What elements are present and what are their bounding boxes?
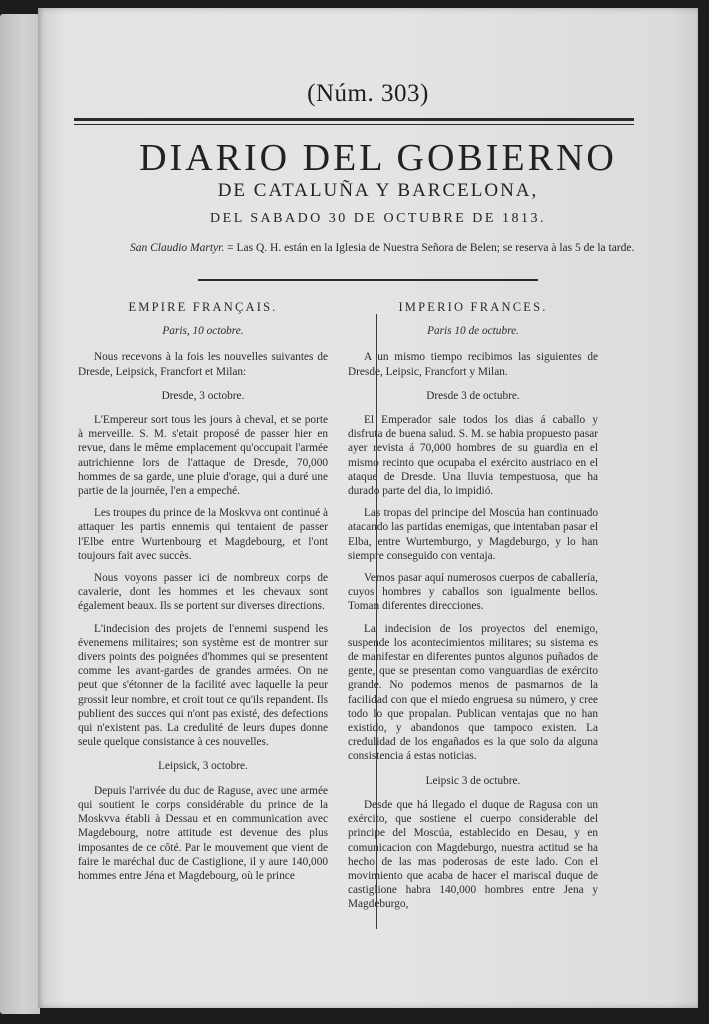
section-rule bbox=[198, 279, 538, 281]
issue-date: DEL SABADO 30 DE OCTUBRE DE 1813. bbox=[210, 211, 546, 226]
saint-notice-text: = Las Q. H. están en la Iglesia de Nuestra Señora de Belen; se reserva à las 5 de la tarde. bbox=[224, 242, 635, 254]
french-subheading-dresde: Dresde, 3 octobre. bbox=[161, 389, 245, 402]
spanish-place-date: Paris 10 de octubre. bbox=[427, 325, 519, 338]
spanish-paragraph: Desde que há llegado el duque de Ragusa con un exército, que sostiene el cuerpo considerable del principe del Moscúa, establecido en Desau, y en comunicacion con Magdeburgo, nuestra actitud se ha hecho de las mas poderosas de este lado. Con el movimiento que acaba de hacer el mariscal duque de castiglione habra 140,000 hombres entre Jena y Magdeburgo, bbox=[348, 798, 598, 911]
french-paragraph: L'indecision des projets de l'ennemi suspend les évenemens militaires; son système est de montrer sur divers points des poignées d'hommes qui se presentent comme les avant-gardes de grandes armées. On ne peut que s'étonner de la facilité avec laquelle la peur grossit leur nombre, et croit tout ce qu'ils repandent. Ils publient des succes qui n'ont pas existé, des defections qui n'existent pas. La credulité de leurs dupes donne seule quelque consistance à ces nouvelles. bbox=[78, 622, 328, 749]
facing-page-edge bbox=[0, 14, 40, 1014]
french-heading: EMPIRE FRANÇAIS. bbox=[128, 300, 278, 314]
spanish-paragraph: Vemos pasar aquí numerosos cuerpos de caballería, cuyos hombres y caballos son igualmente bellos. Toman diferentes direcciones. bbox=[348, 572, 598, 613]
french-paragraph: L'Empereur sort tous les jours à cheval, et se porte à merveille. S. M. s'etait proposé de passer hier en revue, dans le même emplacement qu'occupait l'armée autrichienne lors de l'attaque de Dresde, 70,000 hommes de sa garde, une pluie d'orage, qui a duré une partie de la journée, l'en a empeché. bbox=[78, 414, 328, 498]
masthead-subtitle: DE CATALUÑA Y BARCELONA, bbox=[217, 180, 539, 201]
issue-number: (Núm. 303) bbox=[307, 80, 429, 107]
french-paragraph: Les troupes du prince de la Moskvva ont continué à attaquer les partis ennemis qui tentaient de passer l'Elbe entre Wurtenbourg et Magdebourg, et l'ont toujours fait avec succès. bbox=[78, 507, 328, 562]
saint-notice bbox=[130, 241, 650, 256]
french-place-date: Paris, 10 octobre. bbox=[162, 325, 244, 338]
spanish-subheading-dresde: Dresde 3 de octubre. bbox=[426, 389, 520, 402]
top-double-rule-thin bbox=[74, 124, 634, 125]
spanish-column bbox=[348, 300, 598, 920]
spanish-paragraph: Las tropas del principe del Moscúa han continuado atacando las partidas enemigas, que intentaban pasar el Elba, entre Wurtemburgo, y Magdeburgo, y lo han siempre conseguido con ventaja. bbox=[348, 507, 598, 562]
french-paragraph: Depuis l'arrivée du duc de Raguse, avec une armée qui soutient le corps considérable du prince de la Moskvva établi à Dessau et en communication avec Magdebourg, notre attitude est devenue des plus imposantes de ce côté. Par le mouvement que vient de faire le maréchal duc de Castiglione, il y aure 140,000 hommes entre Jéna et Magdebourg, où le prince bbox=[78, 784, 328, 882]
spanish-heading: IMPERIO FRANCES. bbox=[398, 300, 548, 314]
masthead-title: DIARIO DEL GOBIERNO bbox=[139, 137, 617, 179]
spanish-subheading-leipsic: Leipsic 3 de octubre. bbox=[425, 774, 521, 787]
french-intro: Nous recevons à la fois les nouvelles suivantes de Dresde, Leipsick, Francfort et Milan: bbox=[78, 351, 328, 378]
french-column bbox=[78, 300, 328, 891]
spanish-paragraph: El Emperador sale todos los dias á caballo y disfruta de buena salud. S. M. se habia propuesto pasar ayer revista á 70,000 hombres de su guardia en el mismo recinto que ocupaba el exército austriaco en el ataque de Dresde. Una lluvia tempestuosa, que ha durado parte del dia, lo impidió. bbox=[348, 414, 598, 498]
french-subheading-leipsick: Leipsick, 3 octobre. bbox=[158, 760, 248, 773]
french-paragraph: Nous voyons passer ici de nombreux corps de cavalerie, dont les hommes et les chevaux sont également beaux. Ils se portent sur diverses directions. bbox=[78, 572, 328, 613]
spanish-intro: A un mismo tiempo recibimos las siguientes de Dresde, Leipsic, Francfort y Milan. bbox=[348, 351, 598, 378]
spanish-paragraph: La indecision de los proyectos del enemigo, suspende los acontecimientos militares; su sistema es de manifestar en diferentes puntos algunos puñados de gente, que se presentan como vanguardias de exército grande. No podemos menos de pasmarnos de la facilidad con que el miedo engruesa su número, y cree todo lo que propalan. Publican ventajas que no han existido, y abandonos que tampoco existen. La credulidad de los engañados es la que solo da alguna consistencia á estas noticias. bbox=[348, 622, 598, 763]
top-double-rule-thick bbox=[74, 118, 634, 121]
saint-name: San Claudio Martyr. bbox=[130, 242, 225, 254]
